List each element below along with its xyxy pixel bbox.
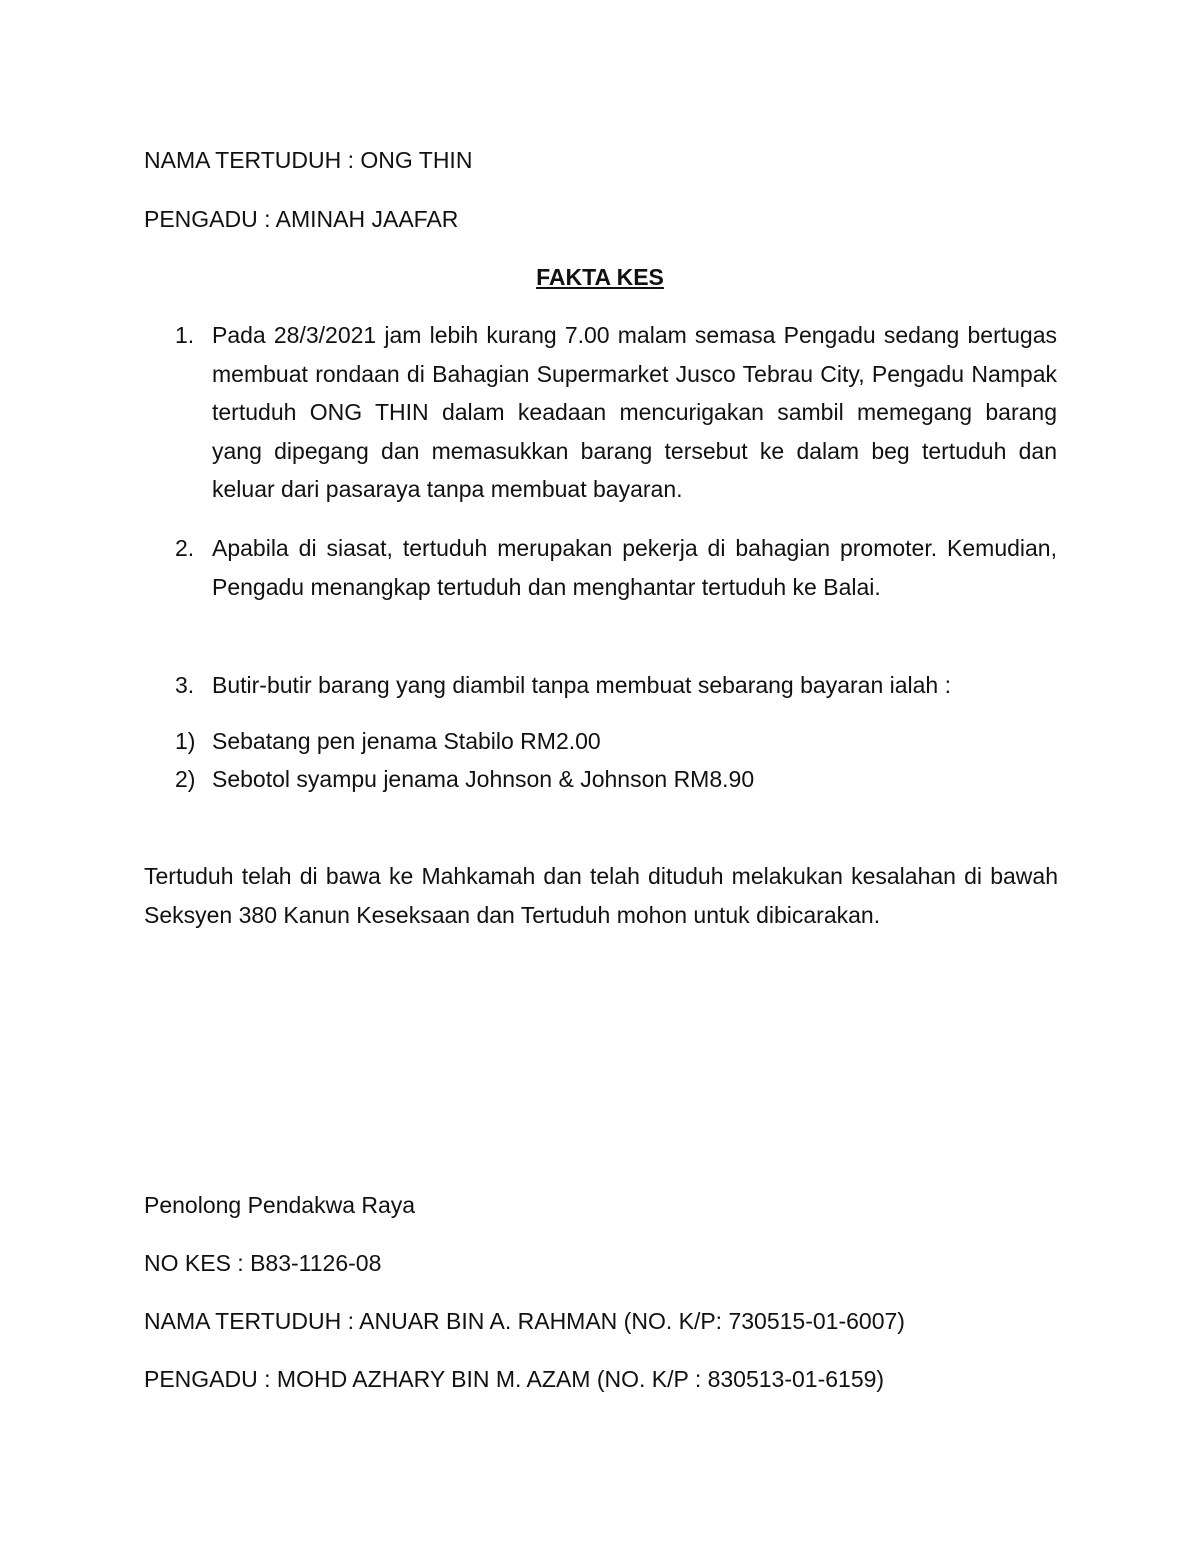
complainant-line: PENGADU : AMINAH JAAFAR [144,206,459,232]
prosecutor-role: Penolong Pendakwa Raya [144,1192,416,1218]
fact-text: Apabila di siasat, tertuduh merupakan pekerja di bahagian promoter. Kemudian, Pengadu menangkap tertuduh dan menghantar tertuduh ke Balai. [212,535,1057,600]
fact-number: 3. [175,672,195,698]
conclusion-paragraph: Tertuduh telah di bawa ke Mahkamah dan telah dituduh melakukan kesalahan di bawah Seksyen 380 Kanun Keseksaan dan Tertuduh mohon untuk dibicarakan. [144,863,1058,928]
section-heading: FAKTA KES [536,264,664,290]
list-item-text: Sebatang pen jenama Stabilo RM2.00 [212,728,601,754]
fact-number: 2. [175,535,195,561]
fact-number: 1. [175,322,195,348]
complainant-line-2: PENGADU : MOHD AZHARY BIN M. AZAM (NO. K/P : 830513-01-6159) [144,1366,885,1392]
accused-name-line: NAMA TERTUDUH : ONG THIN [144,147,473,173]
list-item-text: Sebotol syampu jenama Johnson & Johnson RM8.90 [212,766,755,792]
case-number: NO KES : B83-1126-08 [144,1250,382,1276]
fact-text: Butir-butir barang yang diambil tanpa membuat sebarang bayaran ialah : [212,672,951,698]
list-item-number: 1) [175,728,196,754]
list-item [175,726,601,756]
list-item [175,764,754,794]
accused-name-line-2: NAMA TERTUDUH : ANUAR BIN A. RAHMAN (NO. K/P: 730515-01-6007) [144,1308,905,1334]
list-item-number: 2) [175,766,196,792]
fact-text: Pada 28/3/2021 jam lebih kurang 7.00 malam semasa Pengadu sedang bertugas membuat rondaan di Bahagian Supermarket Jusco Tebrau City, Pengadu Nampak tertuduh ONG THIN dalam keadaan mencurigakan sambil memegang barang yang dipegang dan memasukkan barang tersebut ke dalam beg tertuduh dan keluar dari pasaraya tanpa membuat bayaran. [212,322,1057,502]
